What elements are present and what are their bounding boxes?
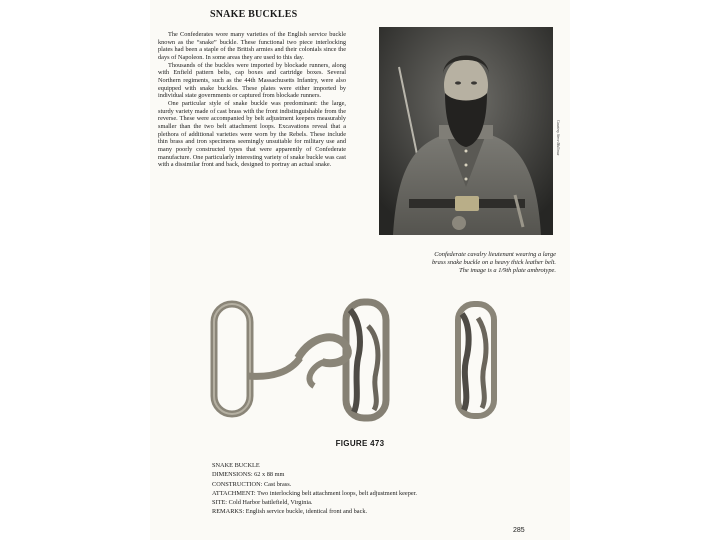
book-page <box>150 0 570 540</box>
photo-credit: Courtesy Steve Mullinax <box>556 120 560 156</box>
detail-construction: CONSTRUCTION: Cast brass. <box>212 480 292 488</box>
left-belt-loop <box>214 304 250 414</box>
paragraph-1: The Confederates wore many varieties of the English service buckle known as the “snake” buckle. These functional two piece interlocking plates had been a staple of the British armies and their colonials since the days of Napoleon. In some areas they are used to this day. <box>158 31 346 61</box>
paragraph-3: One particular style of snake buckle was predominant: the large, sturdy variety made of cast brass with the front indistinguishable from the reverse. These were accompanied by belt adjustment keepers measurably smaller than the two belt attachment loops. Excavations reveal that a plethora of additional varieties were worn by the Rebels. These include thin brass and iron specimens seemingly unsuitable for military use and many poorly constructed types that were apparently of Confederate manufacture. One particularly interesting variety of snake buckle was cast with a dissimilar front and back, designed to portray an actual snake. <box>158 99 346 169</box>
body-text <box>158 31 346 169</box>
snake-buckle-image <box>208 296 518 424</box>
caption-line-3: The image is a 1/9th plate ambrotype. <box>459 267 556 274</box>
paragraph-2: Thousands of the buckles were imported by blockade runners, along with Enfield pattern belts, cap boxes and cartridge boxes. Several Northern regiments, such as the 44th Massachusetts Infantry, were also equipped with snake buckles. These plates were either imported by individual state governments or captured from blockade runners. <box>158 61 346 100</box>
artifact-details <box>212 461 542 517</box>
detail-site: SITE: Cold Harbor battlefield, Virginia. <box>212 499 313 507</box>
right-keeper-loop <box>458 304 494 416</box>
figure-label: FIGURE 473 <box>335 439 385 448</box>
soldier-portrait <box>379 27 553 235</box>
ambrotype-photo <box>379 27 553 235</box>
center-snake-loop <box>248 302 386 418</box>
caption-line-2: brass snake buckle on a heavy thick leather belt. <box>431 259 556 266</box>
detail-name: SNAKE BUCKLE <box>212 462 260 469</box>
detail-remarks: REMARKS: English service buckle, identical front and back. <box>212 508 368 516</box>
page-number: 285 <box>513 527 525 534</box>
detail-attachment: ATTACHMENT: Two interlocking belt attachment loops, belt adjustment keeper. <box>212 489 417 497</box>
caption-line-1: Confederate cavalry lieutenant wearing a large <box>434 251 556 258</box>
buckle-artifacts <box>208 296 518 424</box>
page-title: SNAKE BUCKLES <box>210 9 298 20</box>
photo-caption <box>378 251 556 275</box>
detail-dimensions: DIMENSIONS: 62 x 88 mm <box>212 471 285 479</box>
